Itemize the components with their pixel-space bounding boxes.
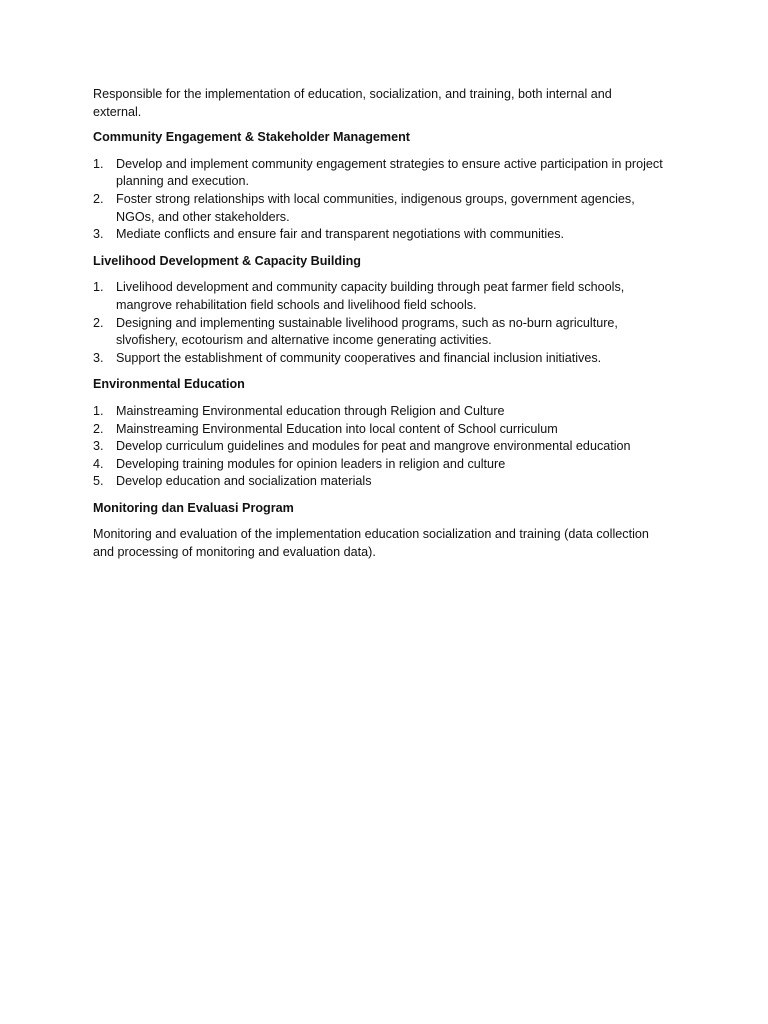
list-number: 1. bbox=[93, 156, 104, 171]
list-item bbox=[93, 456, 663, 474]
list-item bbox=[93, 315, 663, 350]
section-heading-monitoring-evaluation: Monitoring dan Evaluasi Program bbox=[93, 500, 294, 515]
livelihood-development-list bbox=[93, 279, 663, 367]
list-item-text: Support the establishment of community cooperatives and financial inclusion initiatives. bbox=[116, 350, 602, 365]
list-number: 2. bbox=[93, 191, 104, 206]
closing-paragraph: Monitoring and evaluation of the implementation education socialization and training (data collection and processing of monitoring and evaluation data). bbox=[93, 527, 649, 560]
list-item bbox=[93, 156, 663, 191]
list-item bbox=[93, 279, 663, 314]
list-item-text: Develop curriculum guidelines and modules for peat and mangrove environmental education bbox=[116, 439, 631, 454]
list-number: 5. bbox=[93, 474, 104, 489]
list-item-text: Foster strong relationships with local communities, indigenous groups, government agencies, NGOs, and other stakeholders. bbox=[116, 191, 635, 224]
list-number: 3. bbox=[93, 439, 104, 454]
list-item bbox=[93, 350, 663, 368]
list-item-text: Mediate conflicts and ensure fair and transparent negotiations with communities. bbox=[116, 227, 565, 242]
list-number: 2. bbox=[93, 315, 104, 330]
list-item-text: Mainstreaming Environmental Education into local content of School curriculum bbox=[116, 421, 558, 436]
list-item bbox=[93, 191, 663, 226]
section-heading-livelihood-development: Livelihood Development & Capacity Building bbox=[93, 253, 361, 268]
document-page bbox=[93, 86, 663, 562]
list-item bbox=[93, 473, 663, 491]
list-number: 4. bbox=[93, 456, 104, 471]
list-number: 1. bbox=[93, 280, 104, 295]
list-item-text: Develop and implement community engagement strategies to ensure active participation in project planning and execution. bbox=[116, 156, 663, 189]
list-item bbox=[93, 226, 663, 244]
section-heading-community-engagement: Community Engagement & Stakeholder Management bbox=[93, 130, 410, 145]
intro-paragraph: Responsible for the implementation of education, socialization, and training, both internal and external. bbox=[93, 87, 612, 119]
list-number: 3. bbox=[93, 227, 104, 242]
list-number: 1. bbox=[93, 403, 104, 418]
list-item-text: Develop education and socialization materials bbox=[116, 474, 372, 489]
section-heading-environmental-education: Environmental Education bbox=[93, 377, 245, 392]
list-item-text: Designing and implementing sustainable livelihood programs, such as no-burn agriculture, slvofishery, ecotourism and alternative income generating activities. bbox=[116, 315, 618, 348]
list-number: 2. bbox=[93, 421, 104, 436]
list-item bbox=[93, 421, 663, 439]
list-item-text: Livelihood development and community capacity building through peat farmer field schools, mangrove rehabilitation field schools and livelihood field schools. bbox=[116, 280, 625, 312]
environmental-education-list bbox=[93, 403, 663, 491]
community-engagement-list bbox=[93, 156, 663, 244]
list-item-text: Developing training modules for opinion leaders in religion and culture bbox=[116, 456, 506, 471]
list-number: 3. bbox=[93, 350, 104, 365]
list-item bbox=[93, 438, 663, 456]
list-item-text: Mainstreaming Environmental education through Religion and Culture bbox=[116, 403, 505, 418]
list-item bbox=[93, 403, 663, 421]
